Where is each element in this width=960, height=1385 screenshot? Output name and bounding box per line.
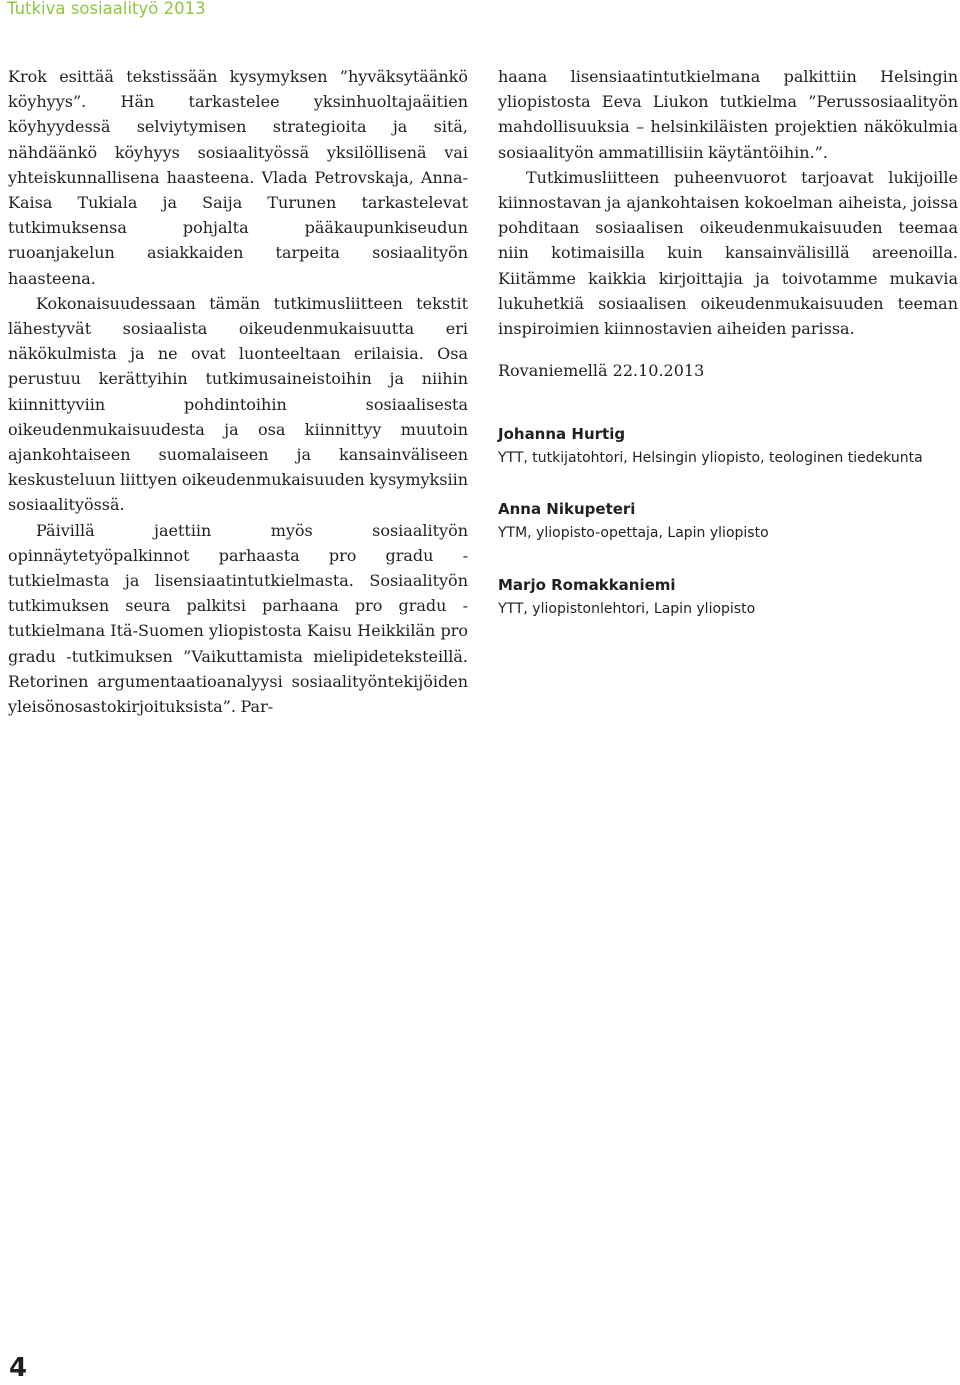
signature-title: YTT, tutkijatohtori, Helsingin yliopisto, teologinen tiedekunta — [498, 450, 923, 466]
running-header: Tutkiva sosiaalityö 2013 — [7, 0, 206, 18]
paragraph-tutkimusliite: Tutkimusliitteen puheenvuorot tarjoavat lukijoille kiinnostavan ja ajankohtaisen kokoelman aiheista, joissa pohditaan sosiaalisen oikeudenmukaisuuden teemaa niin kotimaisilla kuin kansainvälisillä areenoilla. Kiitämme kaikkia kirjoittajia ja toivotamme mukavia lukuhetkiä sosiaalisen oikeudenmukaisuuden teeman inspiroimien kiinnostavien aiheiden parissa. — [498, 167, 958, 339]
date-line: Rovaniemellä 22.10.2013 — [498, 361, 705, 381]
signature-title: YTT, yliopistonlehtori, Lapin yliopisto — [498, 601, 756, 617]
signature-name: Marjo Romakkaniemi — [498, 576, 676, 594]
signature-block — [498, 576, 755, 618]
paragraph-kokonaisuudessaan: Kokonaisuudessaan tämän tutkimusliitteen tekstit lähestyvät sosiaalista oikeudenmukaisuutta eri näkökulmista ja ne ovat luonteeltaan erilaisia. Osa perustuu kerättyihin tutkimusaineistoihin ja niihin kiinnittyviin pohdintoihin sosiaalisesta oikeudenmukaisuudesta ja osa kiinnittyy muutoin ajankohtaiseen suomalaiseen ja kansainväliseen keskusteluun liittyen oikeudenmukaisuuden kysymyksiin sosiaalityössä. — [8, 293, 468, 515]
paragraph-lisensiaatti: haana lisensiaatintutkielmana palkittiin Helsingin yliopistosta Eeva Liukon tutkielma ”Perussosiaalityön mahdollisuuksia – helsinkiläisten projektien näkökulmia sosiaalityön ammatillisiin käytäntöihin.”. — [498, 67, 958, 162]
paragraph-palkinnot: Päivillä jaettiin myös sosiaalityön opinnäytetyöpalkinnot parhaasta pro gradu -tutkielmasta ja lisensiaatintutkielmasta. Sosiaalityön tutkimuksen seura palkitsi parhaana pro gradu -tutkielmana Itä-Suomen yliopistosta Kaisu Heikkilän pro gradu -tutkimuksen ”Vaikuttamista mielipideteksteillä. Retorinen argumentaatioanalyysi sosiaalityöntekijöiden yleisönosastokirjoituksista”. Par- — [8, 520, 468, 717]
signature-block — [498, 425, 923, 467]
page-number: 4 — [9, 1353, 28, 1383]
signature-title: YTM, yliopisto-opettaja, Lapin yliopisto — [498, 525, 769, 541]
signature-name: Anna Nikupeteri — [498, 500, 636, 518]
signature-name: Johanna Hurtig — [498, 425, 626, 443]
right-column — [498, 64, 958, 383]
signature-block — [498, 500, 769, 542]
paragraph-intro-krok: Krok esittää tekstissään kysymyksen ”hyväksytäänkö köyhyys”. Hän tarkastelee yksinhuoltajaäitien köyhyydessä selviytymisen strategioita ja sitä, nähdäänkö köyhyys sosiaalityössä yksilöllisenä vai yhteiskunnallisena haasteena. Vlada Petrovskaja, Anna-Kaisa Tukiala ja Saija Turunen tarkastelevat tutkimuksensa pohjalta pääkaupunkiseudun ruoanjakelun asiakkaiden tarpeita sosiaalityön haasteena. — [8, 67, 468, 288]
left-column — [8, 64, 468, 719]
